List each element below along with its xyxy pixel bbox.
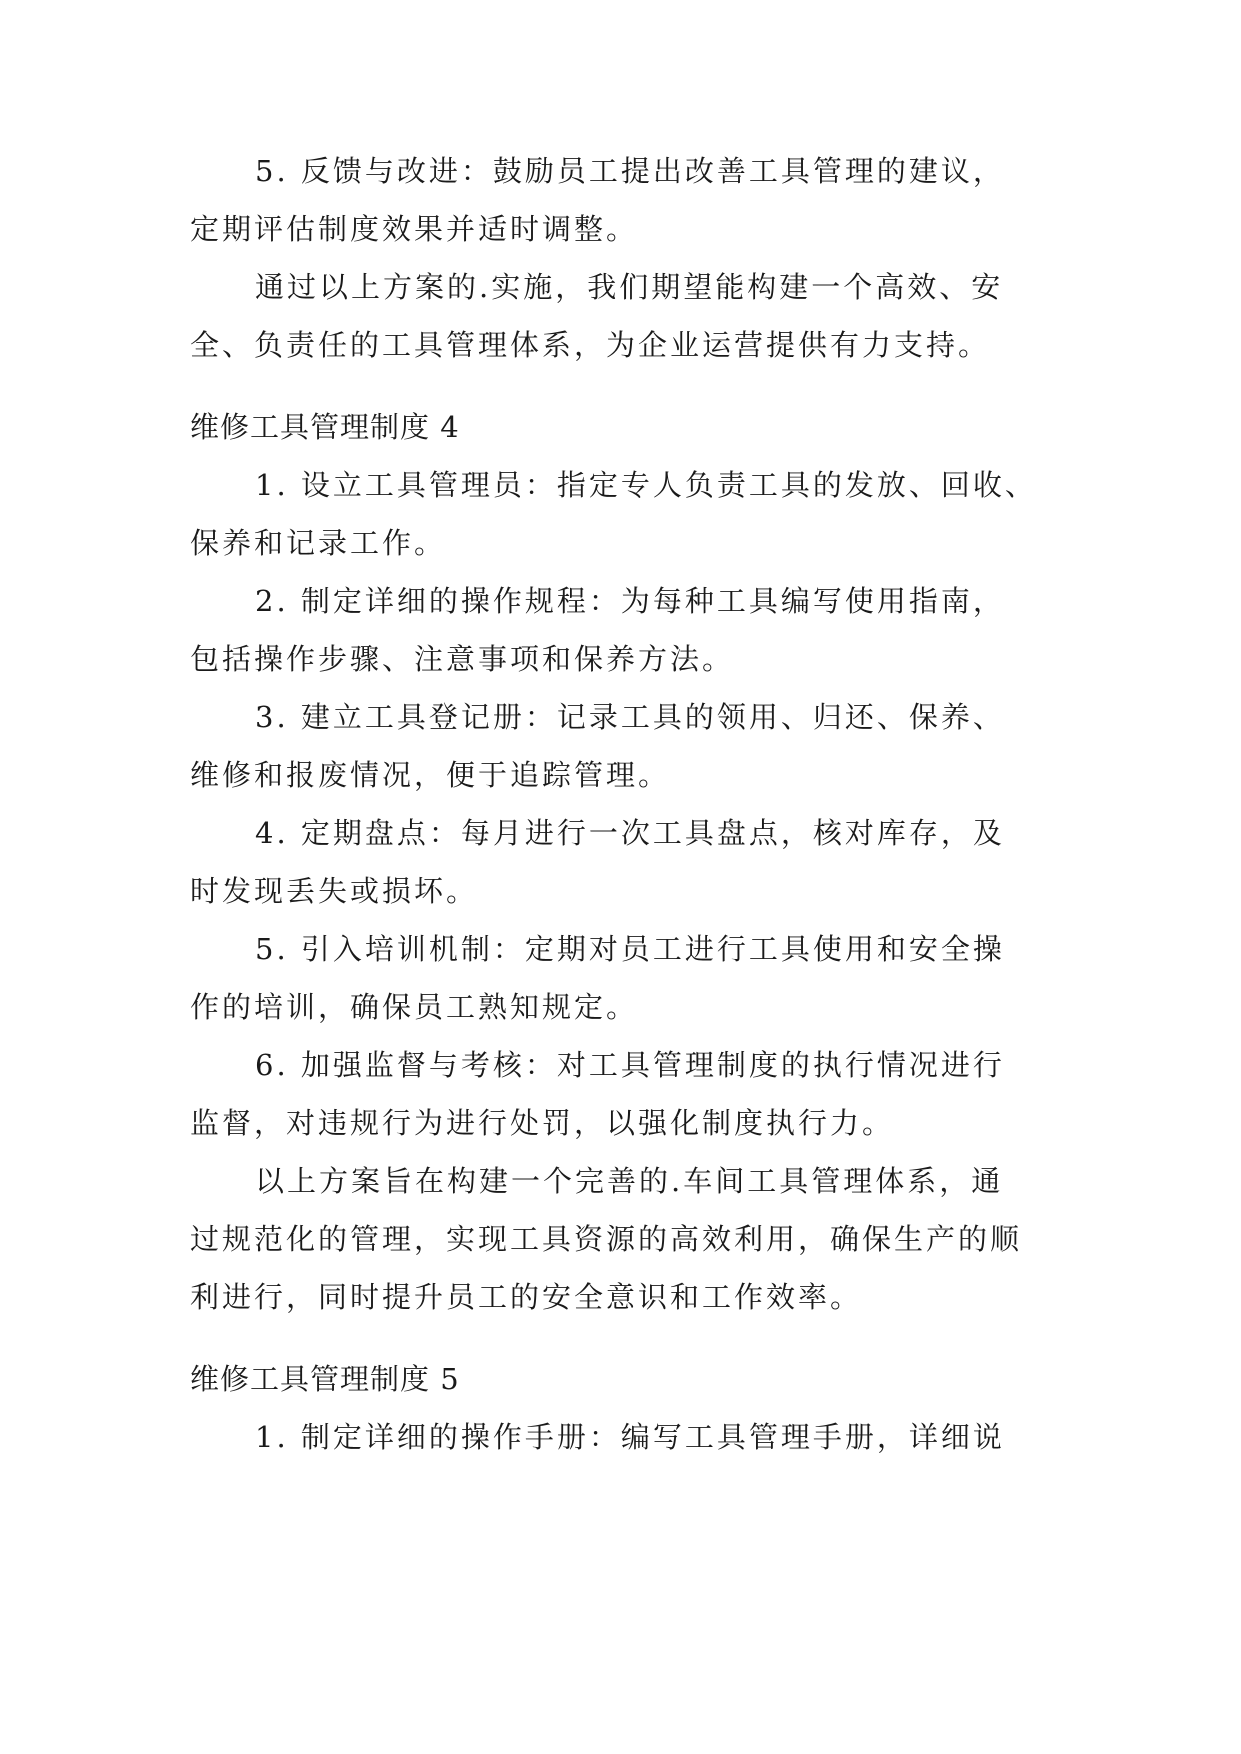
paragraph-line: 利进行，同时提升员工的安全意识和工作效率。 bbox=[190, 1280, 863, 1314]
list-item-line: 作的培训，确保员工熟知规定。 bbox=[190, 990, 639, 1024]
paragraph-line: 全、负责任的工具管理体系，为企业运营提供有力支持。 bbox=[190, 328, 991, 362]
paragraph-line: 5. 反馈与改进：鼓励员工提出改善工具管理的建议， bbox=[255, 154, 1005, 188]
list-item-line: 监督，对违规行为进行处罚，以强化制度执行力。 bbox=[190, 1106, 895, 1140]
paragraph-line: 通过以上方案的.实施，我们期望能构建一个高效、安 bbox=[255, 270, 1004, 304]
list-item-line: 时发现丢失或损坏。 bbox=[190, 874, 479, 908]
paragraph-line: 定期评估制度效果并适时调整。 bbox=[190, 212, 639, 246]
list-item-line: 3. 建立工具登记册：记录工具的领用、归还、保养、 bbox=[255, 700, 1005, 734]
section-heading: 维修工具管理制度 4 bbox=[190, 410, 460, 444]
list-item-line: 1. 设立工具管理员：指定专人负责工具的发放、回收、 bbox=[255, 468, 1037, 502]
paragraph-line: 以上方案旨在构建一个完善的.车间工具管理体系，通 bbox=[255, 1164, 1004, 1198]
list-item-line: 4. 定期盘点：每月进行一次工具盘点，核对库存，及 bbox=[255, 816, 1005, 850]
paragraph-line: 过规范化的管理，实现工具资源的高效利用，确保生产的顺 bbox=[190, 1222, 1023, 1256]
list-item-line: 6. 加强监督与考核：对工具管理制度的执行情况进行 bbox=[255, 1048, 1005, 1082]
list-item-line: 维修和报废情况，便于追踪管理。 bbox=[190, 758, 671, 792]
list-item-line: 保养和记录工作。 bbox=[190, 526, 447, 560]
list-item-line: 5. 引入培训机制：定期对员工进行工具使用和安全操 bbox=[255, 932, 1005, 966]
list-item-line: 2. 制定详细的操作规程：为每种工具编写使用指南， bbox=[255, 584, 1005, 618]
section-heading: 维修工具管理制度 5 bbox=[190, 1362, 460, 1396]
list-item-line: 1. 制定详细的操作手册：编写工具管理手册，详细说 bbox=[255, 1420, 1005, 1454]
list-item-line: 包括操作步骤、注意事项和保养方法。 bbox=[190, 642, 735, 676]
